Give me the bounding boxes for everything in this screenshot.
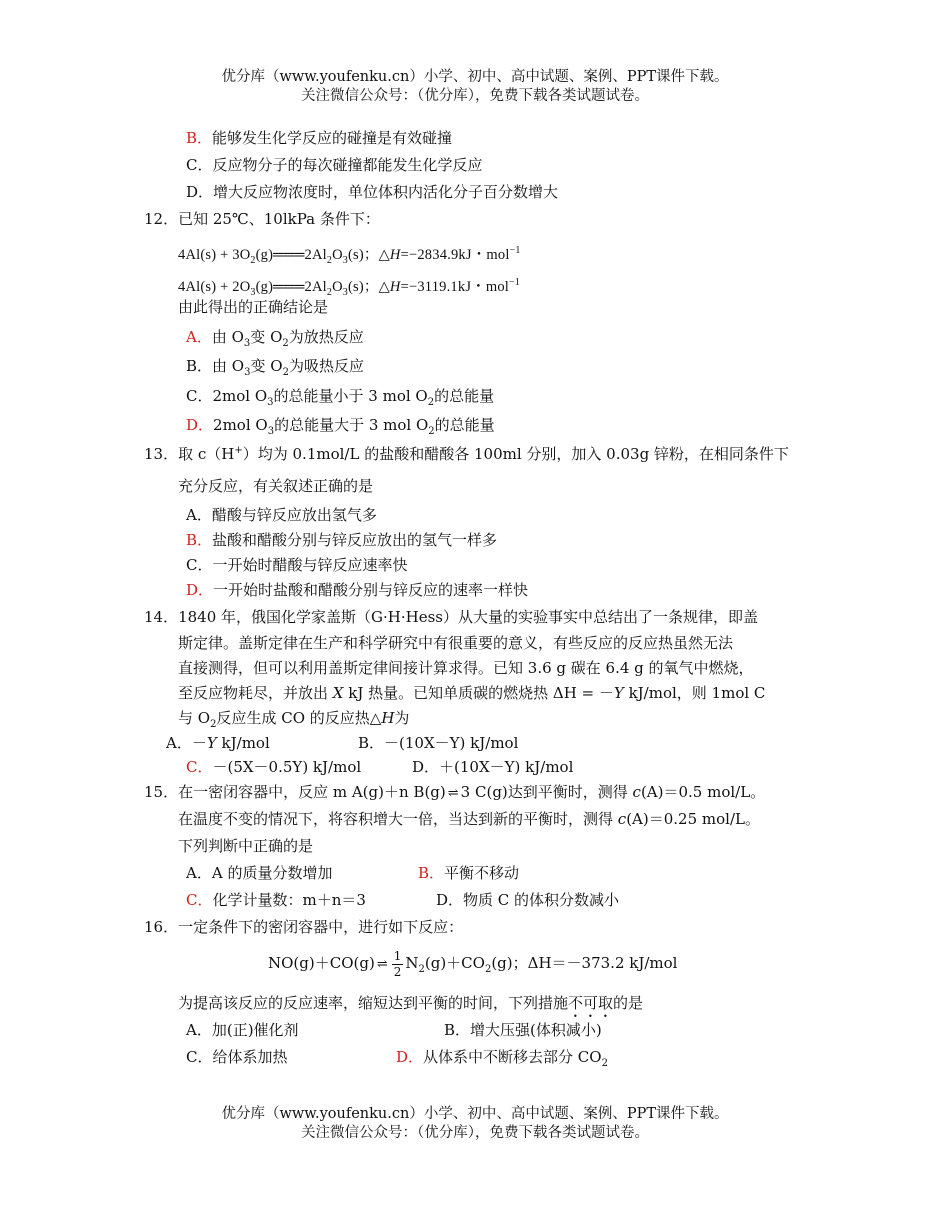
- page-header: [0, 68, 950, 106]
- q16-question: 为提高该反应的反应速率，缩短达到平衡的时间，下列措施不可取的是: [178, 994, 644, 1012]
- q15-option-d: D．物质 C 的体积分数减小: [436, 891, 620, 909]
- q12-conclusion: 由此得出的正确结论是: [178, 298, 329, 316]
- q12-option-a: A．由 $O_3$变 $O_2$为放热反应: [186, 328, 364, 349]
- q11-option-d: D．增大反应物浓度时，单位体积内活化分子百分数增大: [186, 183, 559, 201]
- q13-option-b: B．盐酸和醋酸分别与锌反应放出的氢气一样多: [186, 531, 498, 549]
- page-footer: [0, 1105, 950, 1143]
- q16-option-a: A．加(正)催化剂: [186, 1021, 299, 1039]
- q14-option-d: D．＋(10X－Y) kJ/mol: [412, 758, 574, 776]
- q14-line-5: 与 $O_2$反应生成 CO 的反应热△H为: [178, 709, 410, 730]
- q15-option-a: A．A 的质量分数增加: [186, 864, 333, 882]
- emphasis-not-acceptable: 不可取: [568, 994, 614, 1012]
- q12-equation-2: $4Al(s) + 2O_3(g)═══2Al_2O_3(s)$；△H=−3119.1kJ・mol$^{-1}$: [178, 277, 521, 298]
- q16-option-b: B．增大压强(体积减小): [444, 1021, 602, 1039]
- q16-equation: NO(g)＋CO(g) ⇌ $\frac{1}{2}$ $N_2(g)+CO_2(g)$；ΔH＝－373.2 kJ/mol: [268, 948, 678, 979]
- q15-option-b: B．平衡不移动: [418, 864, 520, 882]
- q15-option-c: C．化学计量数：m＋n＝3: [186, 891, 366, 909]
- q16-stem: 16．一定条件下的密闭容器中，进行如下反应：: [144, 918, 464, 936]
- q13-option-a: A．醋酸与锌反应放出氢气多: [186, 506, 377, 524]
- q12-equation-1: $4Al(s) + 3O_2(g)═══2Al_2O_3(s)$；△H=−2834.9kJ・mol$^{-1}$: [178, 245, 521, 266]
- q14-option-c: C．－(5X－0.5Y) kJ/mol: [186, 758, 362, 776]
- q14-option-b: B．－(10X－Y) kJ/mol: [358, 734, 519, 752]
- q13-option-c: C．一开始时醋酸与锌反应速率快: [186, 556, 408, 574]
- q14-line-2: 斯定律。盖斯定律在生产和科学研究中有很重要的意义，有些反应的反应热虽然无法: [178, 634, 734, 652]
- q16-option-d: D．从体系中不断移去部分 $CO_2$: [396, 1048, 608, 1069]
- q14-line-4: 至反应物耗尽，并放出 X kJ 热量。已知单质碳的燃烧热 ΔH = －Y kJ/mol，则 1mol C: [178, 684, 766, 702]
- q15-line-1: 15．在一密闭容器中，反应 m A(g)＋n B(g) ⇌ 3 C(g)达到平衡时，测得 c(A)＝0.5 mol/L。: [144, 783, 766, 801]
- footer-line-1: 优分库（www.youfenku.cn）小学、初中、高中试题、案例、PPT课件下载。: [221, 1106, 729, 1122]
- header-line-1: 优分库（www.youfenku.cn）小学、初中、高中试题、案例、PPT课件下载。: [221, 69, 729, 85]
- q14-line-1: 14．1840 年，俄国化学家盖斯（G·H·Hess）从大量的实验事实中总结出了一条规律，即盖: [144, 608, 758, 626]
- q13-stem-line-2: 充分反应，有关叙述正确的是: [178, 477, 374, 495]
- footer-line-2: 关注微信公众号：（优分库），免费下载各类试题试卷。: [301, 1125, 649, 1141]
- header-line-2: 关注微信公众号：（优分库），免费下载各类试题试卷。: [301, 88, 649, 104]
- q15-line-2: 在温度不变的情况下，将容积增大一倍，当达到新的平衡时，测得 c(A)＝0.25 mol/L。: [178, 810, 760, 828]
- q14-option-a: A．－Y kJ/mol: [166, 734, 270, 752]
- fraction-one-half: $\frac{1}{2}$: [393, 948, 402, 979]
- q12-option-d: D．2mol $O_3$的总能量大于 3 mol $O_2$的总能量: [186, 416, 495, 437]
- q13-option-d: D．一开始时盐酸和醋酸分别与锌反应的速率一样快: [186, 581, 529, 599]
- q11-option-b: B．能够发生化学反应的碰撞是有效碰撞: [186, 129, 453, 147]
- q16-option-c: C．给体系加热: [186, 1048, 288, 1066]
- q12-option-b: B．由 $O_3$变 $O_2$为吸热反应: [186, 357, 364, 378]
- q14-line-3: 直接测得，但可以利用盖斯定律间接计算求得。已知 3.6 g 碳在 6.4 g 的氧气中燃烧，: [178, 659, 754, 677]
- q15-line-3: 下列判断中正确的是: [178, 837, 314, 855]
- q12-stem: 12．已知 25℃、10lkPa 条件下：: [144, 210, 380, 228]
- q12-option-c: C．2mol $O_3$的总能量小于 3 mol $O_2$的总能量: [186, 387, 495, 408]
- q13-stem-line-1: 13．取 c（H+）均为 0.1mol/L 的盐酸和醋酸各 100ml 分别，加入 0.03g 锌粉，在相同条件下: [144, 445, 789, 463]
- q11-option-c: C．反应物分子的每次碰撞都能发生化学反应: [186, 156, 483, 174]
